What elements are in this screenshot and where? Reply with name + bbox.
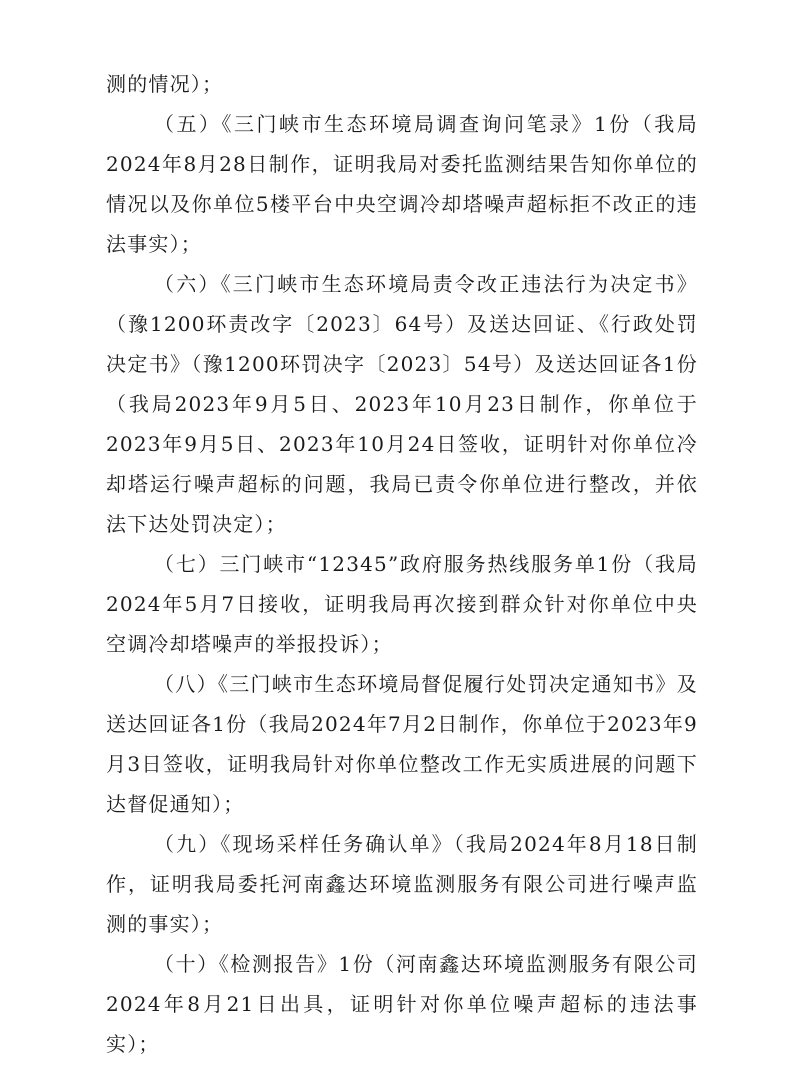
paragraph-evidence-5: （五）《三门峡市生态环境局调查询问笔录》1份（我局2024年8月28日制作，证明我局对委托监测结果告知你单位的情况以及你单位5楼平台中央空调冷却塔噪声超标拒不改正的违法事实）；: [106, 112, 698, 256]
paragraph-continuation: 测的情况）；: [106, 72, 224, 96]
paragraph-evidence-10: （十）《检测报告》1份（河南鑫达环境监测服务有限公司2024年8月21日出具，证明针对你单位噪声超标的违法事实）；: [106, 952, 698, 1056]
document-body: [106, 64, 698, 1064]
paragraph-evidence-9: （九）《现场采样任务确认单》（我局2024年8月18日制作，证明我局委托河南鑫达环境监测服务有限公司进行噪声监测的事实）；: [106, 832, 698, 936]
paragraph-evidence-8: （八）《三门峡市生态环境局督促履行处罚决定通知书》及送达回证各1份（我局2024年7月2日制作，你单位于2023年9月3日签收，证明我局针对你单位整改工作无实质进展的问题下达督促通知）；: [106, 672, 698, 816]
paragraph-evidence-6: （六）《三门峡市生态环境局责令改正违法行为决定书》（豫1200环责改字〔2023〕64号）及送达回证、《行政处罚决定书》（豫1200环罚决字〔2023〕54号）及送达回证各1份（我局2023年9月5日、2023年10月23日制作，你单位于2023年9月5日、2023年10月24日签收，证明针对你单位冷却塔运行噪声超标的问题，我局已责令你单位进行整改，并依法下达处罚决定）；: [106, 272, 698, 536]
paragraph-evidence-7: （七）三门峡市“12345”政府服务热线服务单1份（我局2024年5月7日接收，证明我局再次接到群众针对你单位中央空调冷却塔噪声的举报投诉）；: [106, 552, 698, 656]
